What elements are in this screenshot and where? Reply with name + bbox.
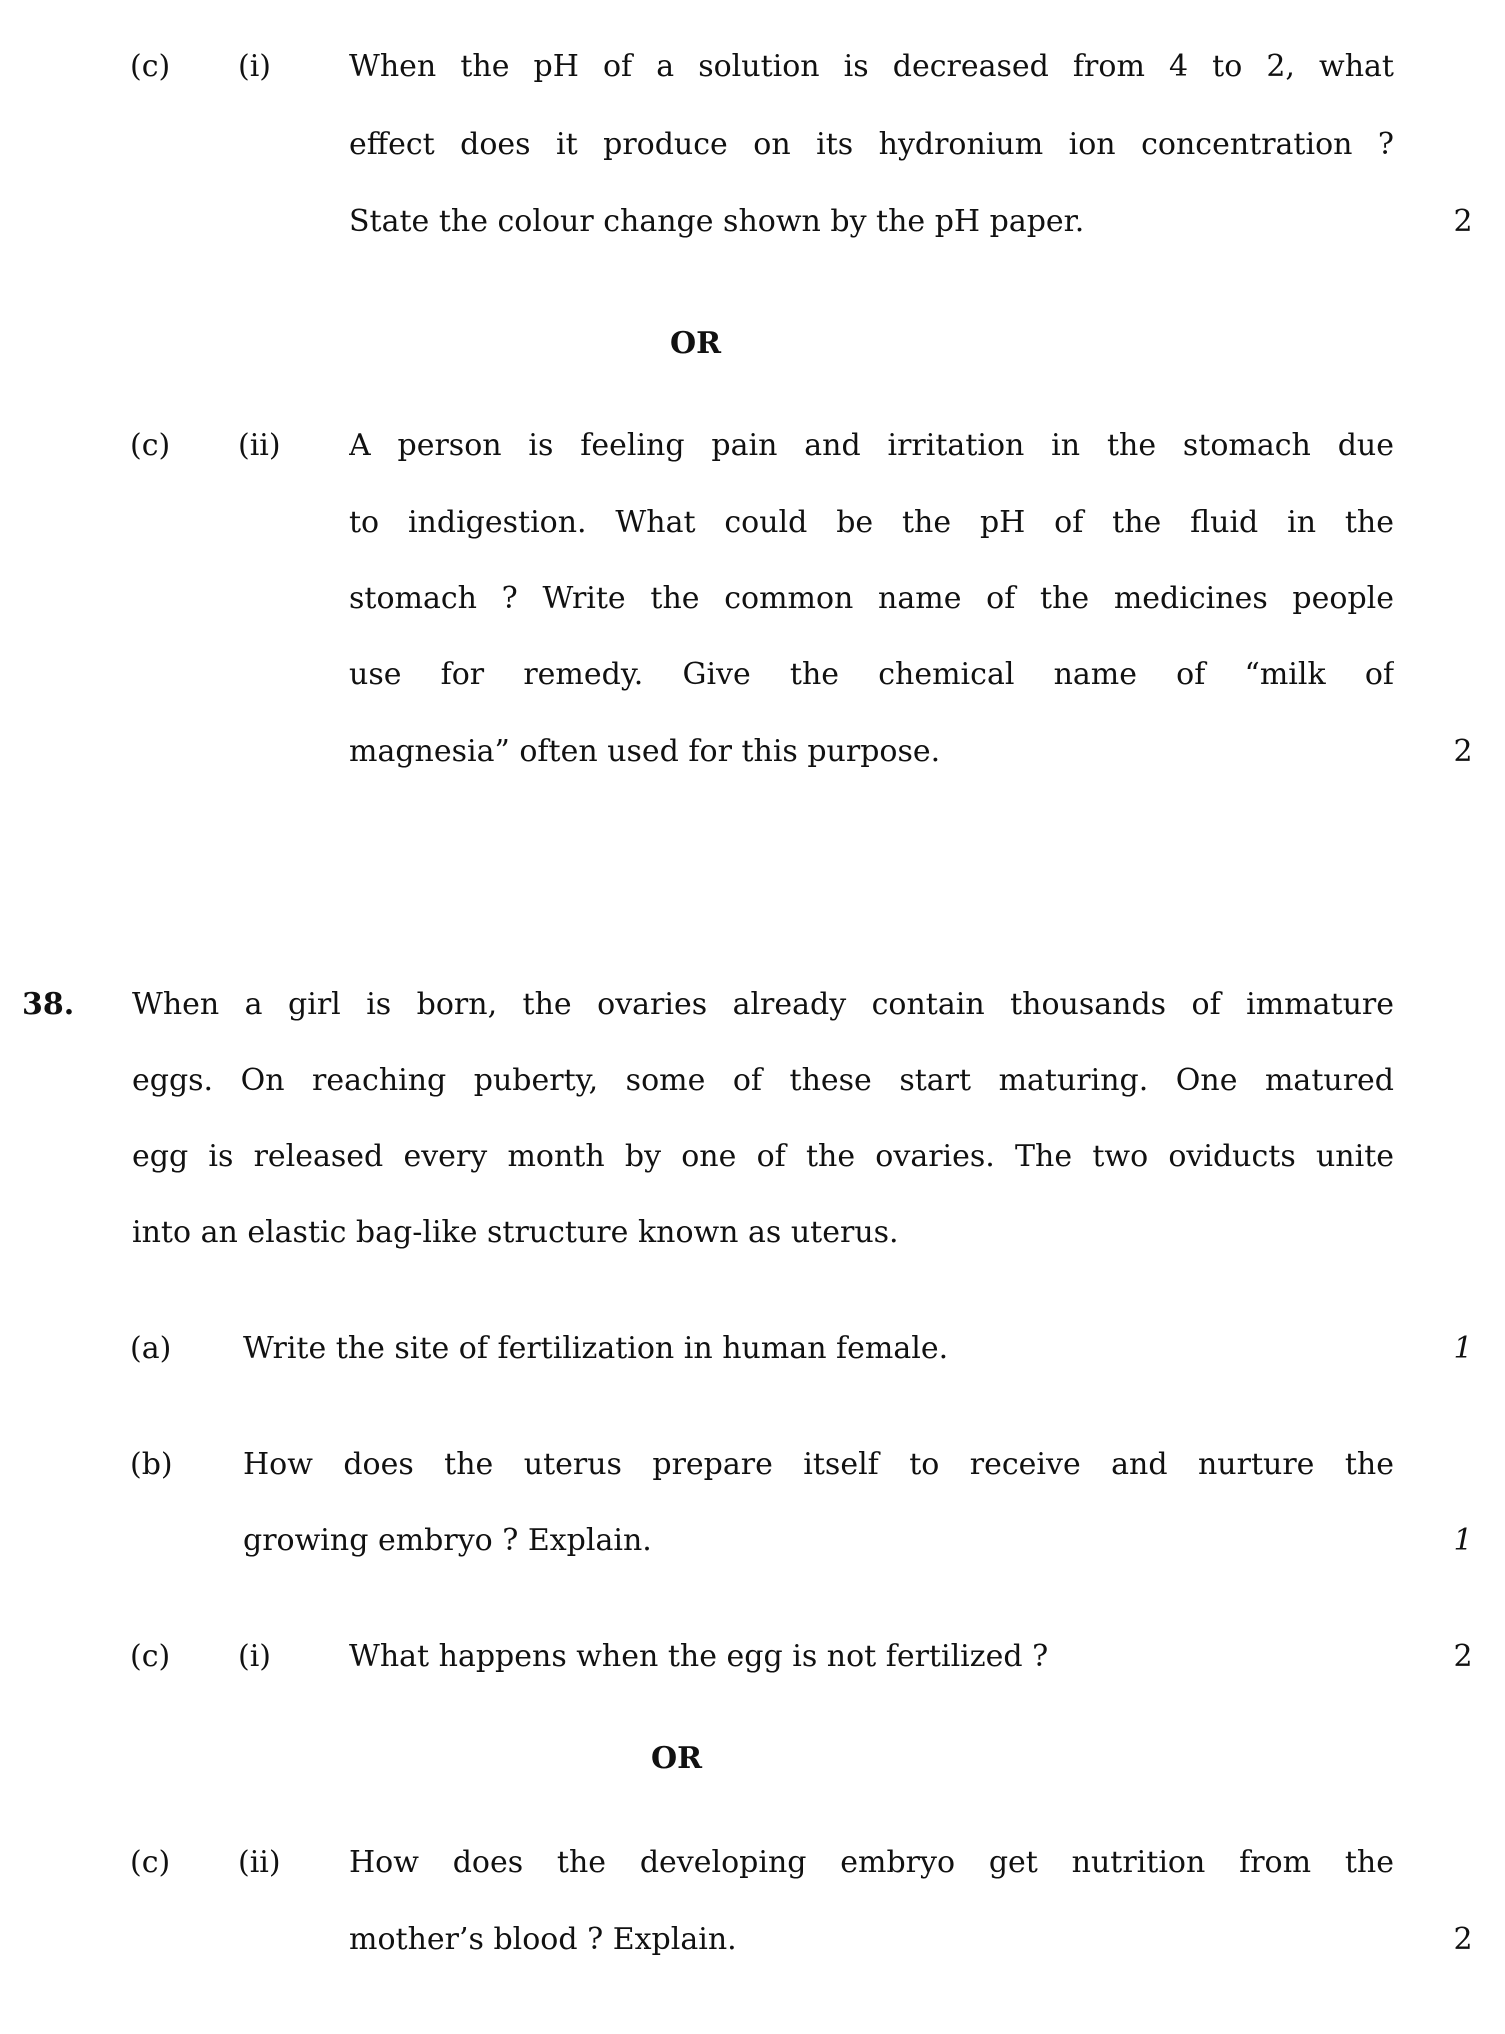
question-line: use for remedy. Give the chemical name of “milk of	[349, 657, 1394, 692]
part-label: (c)	[130, 428, 171, 463]
part-label: (a)	[130, 1331, 172, 1366]
question-line: magnesia” often used for this purpose.	[349, 734, 941, 769]
question-line: How does the developing embryo get nutrition from the	[349, 1845, 1394, 1880]
question-line: What happens when the egg is not fertilized ?	[349, 1639, 1049, 1674]
marks: 2	[1453, 734, 1473, 769]
marks: 2	[1453, 1922, 1473, 1957]
part-label: (c)	[130, 49, 171, 84]
marks: 2	[1453, 1639, 1473, 1674]
or-separator: OR	[670, 326, 722, 361]
question-line: How does the uterus prepare itself to receive and nurture the	[243, 1447, 1394, 1482]
part-label: (b)	[130, 1447, 173, 1482]
marks: 2	[1453, 204, 1473, 239]
question-line: A person is feeling pain and irritation in the stomach due	[349, 428, 1394, 463]
marks: 1	[1453, 1523, 1473, 1558]
question-line: Write the site of fertilization in human female.	[243, 1331, 949, 1366]
intro-line: egg is released every month by one of the ovaries. The two oviducts unite	[132, 1139, 1394, 1174]
part-label: (c)	[130, 1845, 171, 1880]
subpart-label: (i)	[238, 1639, 272, 1674]
question-line: effect does it produce on its hydronium ion concentration ?	[349, 127, 1394, 162]
question-line: growing embryo ? Explain.	[243, 1523, 652, 1558]
question-line: to indigestion. What could be the pH of the fluid in the	[349, 505, 1394, 540]
part-label: (c)	[130, 1639, 171, 1674]
question-line: State the colour change shown by the pH paper.	[349, 204, 1085, 239]
intro-line: When a girl is born, the ovaries already contain thousands of immature	[132, 987, 1394, 1022]
or-separator: OR	[651, 1741, 703, 1776]
marks: 1	[1453, 1331, 1473, 1366]
question-number: 38.	[22, 987, 75, 1022]
subpart-label: (ii)	[238, 1845, 281, 1880]
intro-line: into an elastic bag-like structure known as uterus.	[132, 1215, 899, 1250]
question-line: mother’s blood ? Explain.	[349, 1922, 737, 1957]
subpart-label: (ii)	[238, 428, 281, 463]
question-line: stomach ? Write the common name of the medicines people	[349, 581, 1394, 616]
subpart-label: (i)	[238, 49, 272, 84]
question-line: When the pH of a solution is decreased from 4 to 2, what	[349, 49, 1394, 84]
intro-line: eggs. On reaching puberty, some of these start maturing. One matured	[132, 1063, 1394, 1098]
